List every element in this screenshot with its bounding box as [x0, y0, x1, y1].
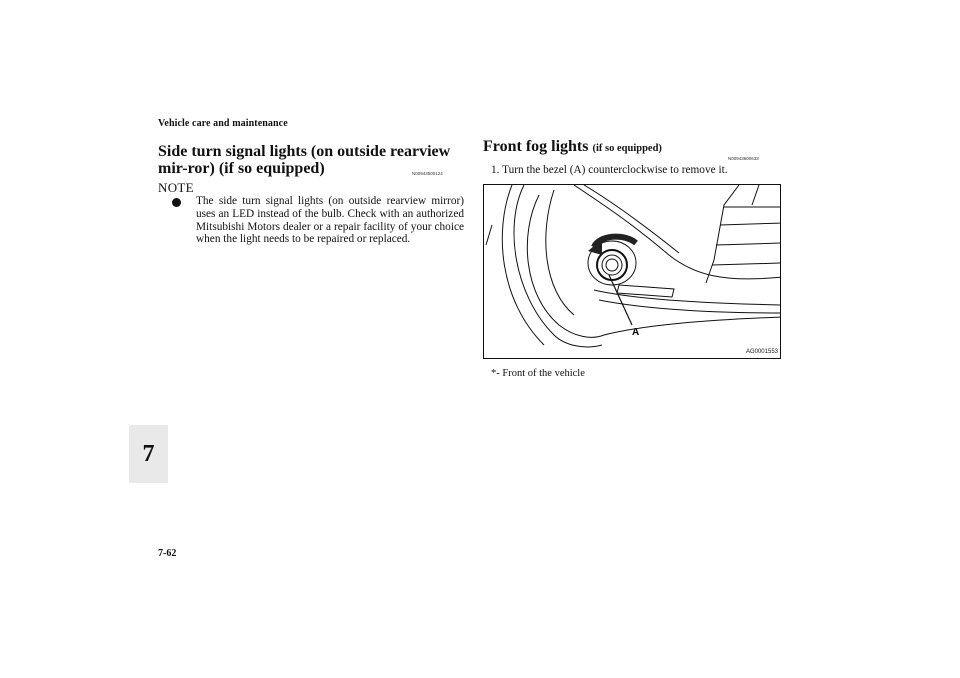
figure-caption: *- Front of the vehicle [491, 368, 585, 379]
note-text: The side turn signal lights (on outside rearview mirror) uses an LED instead of the bulb. Check with an authorized Mitsubishi Motors dealer or a repair facility of your choice when the light needs to be repaired or replaced. [196, 195, 464, 246]
chapter-tab: 7 [129, 425, 168, 483]
section-code: N00943600633 [728, 156, 759, 161]
section-code: N00943500124 [412, 171, 443, 176]
bullet-icon [172, 198, 181, 207]
section-title-side-turn-signal: Side turn signal lights (on outside rearview mir-ror) (if so equipped) [158, 143, 451, 177]
section-title-front-fog-lights [483, 138, 662, 157]
bumper-drawing [484, 185, 781, 359]
callout-a: A [632, 327, 640, 338]
figure-code: AG0001553 [745, 349, 778, 355]
step-1: 1. Turn the bezel (A) counterclockwise to remove it. [491, 164, 728, 176]
title-main: Front fog lights [483, 138, 589, 155]
fog-light-illustration [483, 184, 781, 359]
page-number: 7-62 [158, 548, 177, 559]
running-header: Vehicle care and maintenance [158, 118, 288, 129]
title-suffix: (if so equipped) [592, 143, 662, 154]
note-label: NOTE [158, 180, 194, 195]
